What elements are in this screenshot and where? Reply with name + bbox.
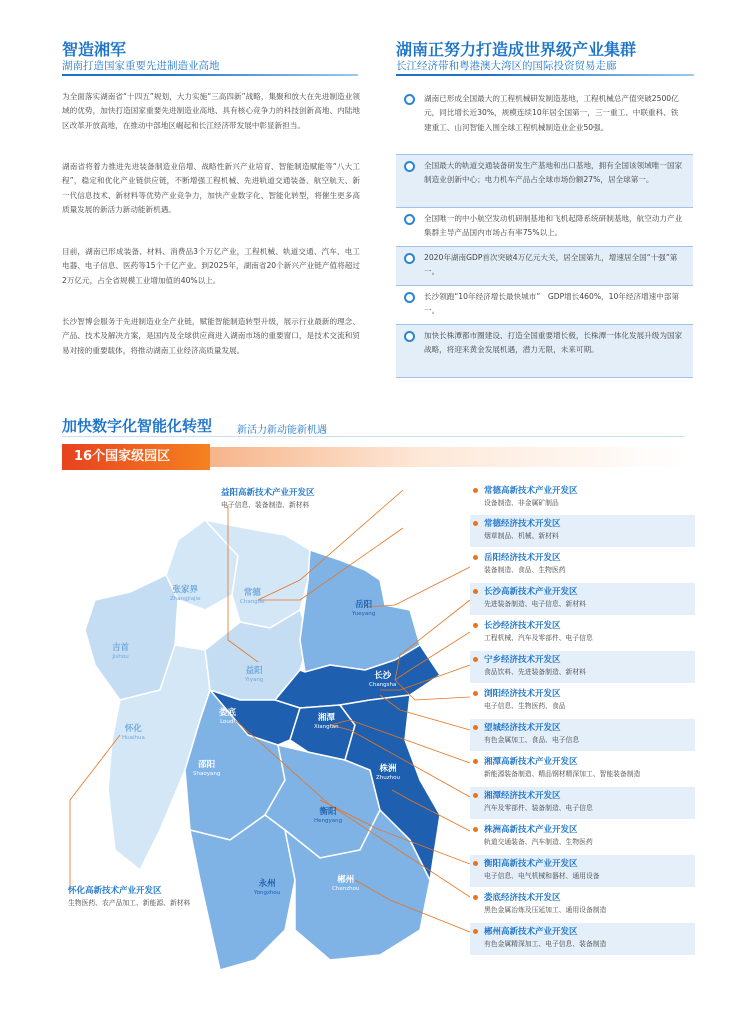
park-callout-huaihua: 怀化高新技术产业开发区 生物医药、农产品加工、新能源、新材料 xyxy=(68,886,191,907)
left-paragraph-1: 为全面落实湖南省“十四五”规划，大力实施“三高四新”战略，集聚和放大在先进制造业领域的优势，加快打造国家重要先进制造业高地、具有核心竞争力的科技创新高地、内陆地区改革开放高地，在推动中部地区崛起和长江经济带发展中彰显新担当。 xyxy=(62,92,360,130)
city-label-zhangjiajie: 张家界 Zhangjiajie xyxy=(170,585,201,602)
right-subtitle: 长江经济带和粤港澳大湾区的国际投资贸易走廊 xyxy=(396,60,617,72)
dot-icon xyxy=(473,623,478,628)
city-label-yiyang: 益阳 Yiyang xyxy=(245,666,264,683)
left-paragraph-4: 长沙智博会服务于先进制造业全产业链，赋能智能制造转型升级，展示行业最新的理念、产品、技术及解决方案，是国内及全球供应商进入湖南市场的重要窗口，是技术交流和贸易对接的重要载体，将推动湖南工业经济高质量发展。 xyxy=(62,317,360,355)
park-item: 株洲高新技术产业开发区 轨道交通装备、汽车制造、生物医药 xyxy=(470,821,695,853)
city-label-huaihua: 怀化 Huaihua xyxy=(122,724,145,741)
city-label-hengyang: 衡阳 Hengyang xyxy=(314,807,343,824)
fact-item: 长沙领跑“10年经济增长最快城市” GDP增长460%，10年经济增速中部第一。 xyxy=(396,286,693,324)
city-label-zhuzhou: 株洲 Zhuzhou xyxy=(376,764,400,781)
banner-fade xyxy=(208,447,686,467)
fact-item: 加快长株潭都市圈建设、打造全国重要增长极，长株潭一体化发展升级为国家战略，将迎来黄金发展机遇，潜力无限，未来可期。 xyxy=(396,325,693,377)
fact-item: 全国最大的轨道交通装备研发生产基地和出口基地，拥有全国该领域唯一国家制造业创新中心；电力机车产品占全球市场份额27%，居全球第一。 xyxy=(396,155,693,207)
fact-item: 湖南已形成全国最大的工程机械研发制造基地，工程机械总产值突破2500亿元，同比增长近30%，规模连续10年居全国第一，三一重工、中联重科、铁建重工、山河智能入围全球工程机械制造业企业50强。 xyxy=(396,88,693,154)
city-label-shaoyang: 邵阳 Shaoyang xyxy=(193,760,221,777)
park-item: 浏阳经济技术开发区 电子信息、生物医药、食品 xyxy=(470,685,695,717)
dot-icon xyxy=(473,725,478,730)
city-label-loudi: 娄底 Loudi xyxy=(219,708,237,725)
left-paragraph-3: 目前，湖南已形成装备、材料、消费品3个万亿产业，工程机械、轨道交通、汽车、电工电器、电子信息、医药等15个千亿产业。到2025年，湖南省20个新兴产业链产值将超过2万亿元，占全省规模工业增加值的40%以上。 xyxy=(62,247,360,285)
left-title: 智造湘军 xyxy=(62,40,127,59)
park-item: 衡阳高新技术产业开发区 电子信息、电气机械和器材、通用设备 xyxy=(470,855,695,887)
park-item: 望城经济技术开发区 有色金属加工、食品、电子信息 xyxy=(470,719,695,751)
ring-bullet-icon xyxy=(404,253,415,264)
park-item: 娄底经济技术开发区 黑色金属冶炼及压延加工、通用设备制造 xyxy=(470,889,695,921)
ring-bullet-icon xyxy=(404,94,415,105)
park-item: 长沙经济技术开发区 工程机械、汽车及零部件、电子信息 xyxy=(470,617,695,649)
city-label-xiangtan: 湘潭 Xiangtan xyxy=(314,713,339,730)
park-item: 岳阳经济技术开发区 装备制造、食品、生物医药 xyxy=(470,549,695,581)
ring-bullet-icon xyxy=(404,161,415,172)
park-item: 宁乡经济技术开发区 食品饮料、先进装备制造、新材料 xyxy=(470,651,695,683)
section-subtitle: 新活力新动能新机遇 xyxy=(237,425,327,436)
city-label-changde: 常德 Changde xyxy=(240,588,265,605)
dot-icon xyxy=(473,657,478,662)
dot-icon xyxy=(473,488,478,493)
dot-icon xyxy=(473,827,478,832)
left-subtitle: 湖南打造国家重要先进制造业高地 xyxy=(62,60,220,72)
fact-divider xyxy=(396,377,693,378)
park-item: 常德经济技术开发区 烟草制品、机械、新材料 xyxy=(470,515,695,547)
dot-icon xyxy=(473,895,478,900)
park-item: 湘潭经济技术开发区 汽车及零部件、装备制造、电子信息 xyxy=(470,787,695,819)
ring-bullet-icon xyxy=(404,331,415,342)
ring-bullet-icon xyxy=(404,214,415,225)
dot-icon xyxy=(473,861,478,866)
dot-icon xyxy=(473,521,478,526)
city-label-changsha: 长沙 Changsha xyxy=(369,671,397,688)
park-callout-yiyang: 益阳高新技术产业开发区 电子信息、装备制造、新材料 xyxy=(221,488,315,509)
city-label-yueyang: 岳阳 Yueyang xyxy=(352,600,376,617)
right-title: 湖南正努力打造成世界级产业集群 xyxy=(396,40,637,59)
fact-item: 全国唯一的中小航空发动机研制基地和飞机起降系统研制基地，航空动力产业集群主导产品国内市场占有率75%以上。 xyxy=(396,208,693,246)
ring-bullet-icon xyxy=(404,292,415,303)
left-divider xyxy=(62,74,358,76)
fact-item: 2020年湖南GDP首次突破4万亿元大关，居全国第九，增速居全国“十强”第一。 xyxy=(396,247,693,285)
dot-icon xyxy=(473,929,478,934)
section-divider xyxy=(62,436,684,437)
left-paragraph-2: 湖南省将着力推进先进装备制造业倍增、战略性新兴产业培育、智能制造赋能等“八大工程”，稳定和优化产业链供应链，不断增强工程机械、先进轨道交通装备、航空航天、新一代信息技术、新材料等优势产业竞争力，加快产业数字化、智能化转型，将催生更多高质量发展的新活力新动能新机遇。 xyxy=(62,162,360,215)
dot-icon xyxy=(473,555,478,560)
city-label-yongzhou: 永州 Yongzhou xyxy=(254,879,281,896)
dot-icon xyxy=(473,589,478,594)
section-title: 加快数字化智能化转型 xyxy=(62,417,213,435)
dot-icon xyxy=(473,793,478,798)
city-label-chenzhou: 郴州 Chenzhou xyxy=(332,875,360,892)
dot-icon xyxy=(473,691,478,696)
park-item: 常德高新技术产业开发区 设备制造、非金属矿制品 xyxy=(470,482,695,514)
parks-banner: 16个国家级园区 xyxy=(62,444,210,470)
city-label-jishou: 吉首 Jishou xyxy=(112,643,130,660)
park-item: 郴州高新技术产业开发区 有色金属精深加工、电子信息、装备制造 xyxy=(470,923,695,955)
dot-icon xyxy=(473,759,478,764)
park-item: 长沙高新技术产业开发区 先进装备制造、电子信息、新材料 xyxy=(470,583,695,615)
park-item: 湘潭高新技术产业开发区 新能源装备制造、精品钢材精深加工、智能装备制造 xyxy=(470,753,695,785)
right-divider xyxy=(396,74,694,76)
